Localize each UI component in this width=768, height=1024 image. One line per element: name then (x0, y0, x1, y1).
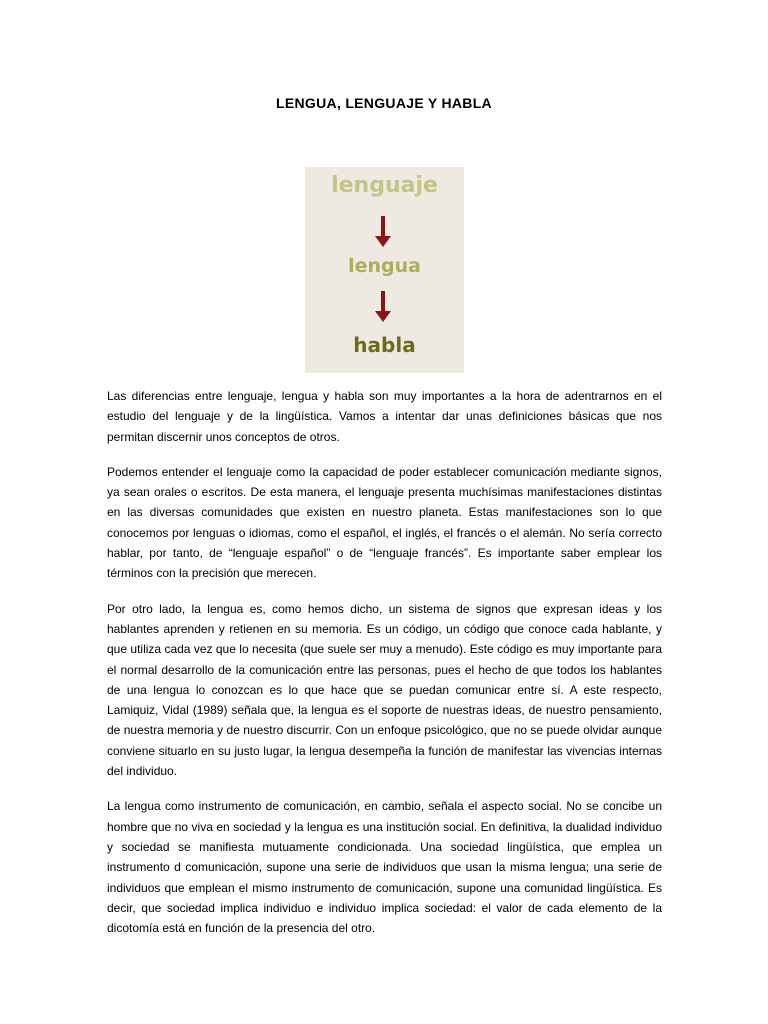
body-text (107, 386, 662, 953)
arrow-down-icon (371, 216, 395, 248)
figure-word-lengua: lengua (348, 255, 421, 277)
paragraph-3: Por otro lado, la lengua es, como hemos dicho, un sistema de signos que expresan ideas y los hablantes aprenden y retienen en su memoria. Es un código, un código que conoce cada hablante, y que utiliza cada vez que lo necesita (que suele ser muy a menudo). Este código es muy importante para el normal desarrollo de la comunicación entre las personas, pues el hecho de que todos los hablantes de una lengua lo conozcan es lo que hace que se puedan comunicar entre sí. A este respecto, Lamiquiz, Vidal (1989) señala que, la lengua es el soporte de nuestras ideas, de nuestro pensamiento, de nuestra memoria y de nuestro discurrir. Con un enfoque psicológico, que no se puede olvidar aunque conviene situarlo en su justo lugar, la lengua desempeña la función de manifestar las vivencias internas del individuo. (107, 601, 662, 779)
paragraph-4: La lengua como instrumento de comunicación, en cambio, señala el aspecto social. No se concibe un hombre que no viva en sociedad y la lengua es una institución social. En definitiva, la dualidad individuo y sociedad se manifiesta mutuamente condicionada. Una sociedad lingüística, que emplea un instrumento d comunicación, supone una serie de individuos que usan la misma lengua; una serie de individuos que emplean el mismo instrumento de comunicación, supone una comunidad lingüística. Es decir, que sociedad implica individuo e individuo implica sociedad: el valor de cada elemento de la dicotomía está en función de la presencia del otro. (107, 799, 662, 936)
paragraph-1: Las diferencias entre lenguaje, lengua y habla son muy importantes a la hora de adentrarnos en el estudio del lenguaje y de la lingüística. Vamos a intentar dar unas definiciones básicas que nos permitan discernir unos conceptos de otros. (107, 389, 662, 444)
figure-word-lenguaje: lenguaje (331, 173, 438, 198)
document-title: LENGUA, LENGUAJE Y HABLA (276, 95, 492, 111)
arrow-down-icon (371, 291, 395, 323)
figure-word-habla: habla (353, 333, 416, 357)
paragraph-2: Podemos entender el lenguaje como la capacidad de poder establecer comunicación mediante signos, ya sean orales o escritos. De esta manera, el lenguaje presenta muchísimas manifestaciones distintas en las diversas comunidades que existen en nuestro planeta. Estas manifestaciones son lo que conocemos por lenguas o idiomas, como el español, el inglés, el francés o el alemán. No sería correcto hablar, por tanto, de “lenguaje español” o de “lenguaje francés”. Es importante saber emplear los términos con la precisión que merecen. (107, 464, 662, 581)
